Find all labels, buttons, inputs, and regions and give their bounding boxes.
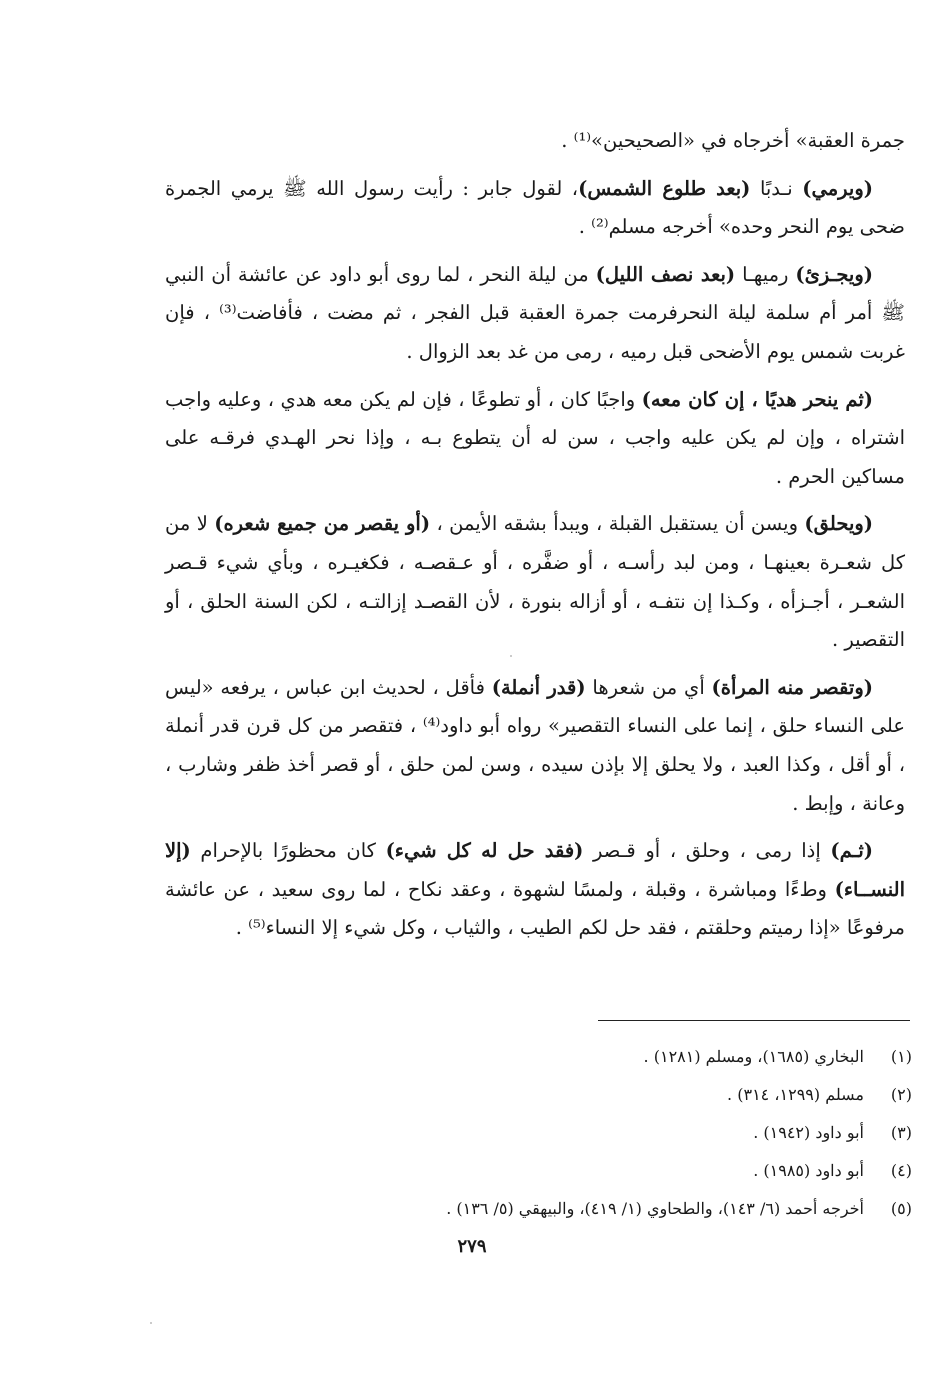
footnote-text: مسلم (١٢٩٩، ٣١٤) .: [727, 1085, 864, 1104]
text-run: من ليلة النحر ، لما روى أبو داود عن عائشة أن النبي ﷺ أمر أم سلمة ليلة النحرفرمت جمرة العقبة قبل الفجر ، ثم مضت ، فأفاضت⁽³⁾ ، فإن غربت شمس يوم الأضحى قبل رميه ، رمى من غد بعد الزوال .: [165, 262, 905, 363]
footnote-number: (٣): [890, 1123, 912, 1142]
footnote-number: (٤): [890, 1161, 912, 1180]
bold-term: (ويحلق): [804, 512, 874, 536]
text-run: جمرة العقبة» أخرجاه في «الصحيحين»⁽¹⁾ .: [561, 129, 905, 152]
text-run: أي من شعرها: [585, 675, 712, 699]
text-run: كان محظورًا بالإحرام: [190, 839, 386, 863]
footnote: [300, 1152, 912, 1190]
footnote: [300, 1076, 912, 1114]
footnote-number: (٢): [890, 1085, 912, 1104]
footnote-number: (١): [890, 1047, 912, 1066]
bold-term: (وتقصر منه المرأة): [711, 675, 873, 699]
paragraph: [165, 170, 905, 247]
bold-term: (بعد طلوع الشمس): [578, 176, 751, 200]
text-run: لا من كل شعـرة بعينهـا ، ومن لبد رأسـه ، أو ضفَّره ، أو عـقصـه ، فكغيـره ، وبأي شيء قـصر الشعـر ، أجـزأه ، وكـذا إن نتفـه ، أو أزاله بنورة ، لأن القصـد إزالتـه ، لكن السنة الحلق ، أو التقصير .: [165, 512, 905, 652]
scan-speck: [150, 1322, 152, 1324]
text-run: وطءًا ومباشرة ، وقبلة ، ولمسًا لشهوة ، وعقد نكاح ، لما روى سعيد ، عن عائشة مرفوعًا «إذا رميتم وحلقتم ، فقد حل لكم الطيب ، والثياب ، وكل شيء إلا النساء⁽⁵⁾ .: [165, 877, 905, 940]
footnote: [300, 1190, 912, 1228]
footnote-text: البخاري (١٦٨٥)، ومسلم (١٢٨١) .: [643, 1047, 864, 1066]
footnote-number: (٥): [890, 1199, 912, 1218]
footnote-divider: [598, 1020, 910, 1021]
footnote: [300, 1038, 912, 1076]
text-run: ويسن أن يستقبل القبلة ، ويبدأ بشقه الأيمن ،: [430, 512, 805, 536]
bold-term: (إلا النســاء): [165, 839, 905, 901]
bold-term: (ثـم): [830, 839, 873, 863]
text-run: نـدبًا: [750, 176, 803, 200]
paragraph: [165, 505, 905, 659]
footnote-text: أخرجه أحمد (٦/ ١٤٣)، والطحاوي (١/ ٤١٩)، والبيهقي (٥/ ١٣٦) .: [446, 1199, 864, 1218]
bold-term: (ويجـزئ): [795, 262, 873, 286]
bold-term: (ويرمي): [802, 176, 873, 200]
text-run: ، لقول جابر : رأيت رسول الله ﷺ يرمي الجمرة ضحى يوم النحر وحده» أخرجه مسلم⁽²⁾ .: [165, 176, 905, 239]
text-run: واجبًا كان ، أو تطوعًا ، فإن لم يكن معه هدي ، وعليه واجب اشتراه ، وإن لم يكن عليه واجب ، سن له أن يتطوع بـه ، وإذا نحر الهـدي فرقـه على مساكين الحرم .: [165, 387, 905, 488]
text-run: رميهـا: [735, 262, 796, 286]
paragraph: [165, 122, 905, 161]
bold-term: (ثم ينحر هديًا ، إن كان معه): [641, 387, 874, 411]
paragraph: [165, 381, 905, 497]
bold-term: (بعد نصف الليل): [595, 262, 736, 286]
text-run: إذا رمى ، وحلق ، أو قـصر: [583, 839, 831, 863]
bold-term: (فقد حل له كل شيء): [385, 839, 584, 863]
main-text: [165, 122, 905, 948]
page-number: ٢٧٩: [457, 1236, 487, 1257]
footnote-text: أبو داود (١٩٤٢) .: [753, 1123, 864, 1142]
scan-speck: [510, 655, 512, 657]
bold-term: (قدر أنملة): [491, 675, 586, 699]
footnotes: [300, 1038, 912, 1228]
footnote: [300, 1114, 912, 1152]
paragraph: [165, 832, 905, 948]
paragraph: [165, 669, 905, 823]
bold-term: (أو يقصر من جميع شعره): [214, 512, 431, 536]
text-run: فأقل ، لحديث ابن عباس ، يرفعه «ليس على النساء حلق ، إنما على النساء التقصير» رواه أبو داود⁽⁴⁾ ، فتقصر من كل قرن قدر أنملة ، أو أقل ، وكذا العبد ، ولا يحلق إلا بإذن سيده ، وسن لمن حلق ، أو قصر أخذ ظفر وشارب ، وعانة ، وإبط .: [165, 675, 905, 815]
footnote-text: أبو داود (١٩٨٥) .: [753, 1161, 864, 1180]
paragraph: [165, 256, 905, 372]
